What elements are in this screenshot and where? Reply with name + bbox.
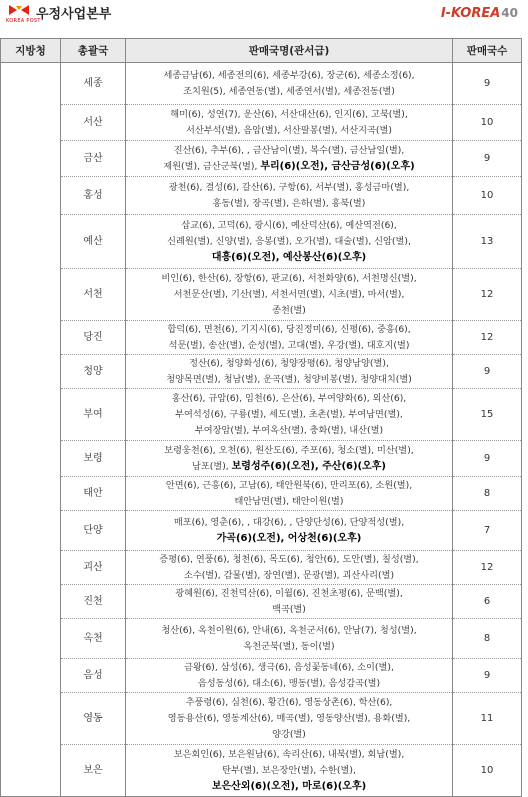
office-list-line	[128, 478, 450, 494]
office-list-line	[128, 459, 450, 475]
brand-main: I-KOREA	[440, 6, 501, 21]
hq-cell: 음성	[61, 659, 126, 693]
office-list-line	[128, 180, 450, 196]
office-list-line	[128, 763, 450, 779]
office-text: 해미(6), 성연(7), 운산(6), 서산대산(6), 인지(6), 고북(별),	[170, 108, 408, 120]
office-count-cell: 12	[453, 321, 522, 355]
office-list-line	[128, 747, 450, 763]
office-text: 진산(6), 추부(6), , 금산남이(별), 복수(별), 금산남일(별),	[173, 144, 405, 156]
office-list-line	[128, 107, 450, 123]
office-list-line	[128, 196, 450, 212]
column-header: 판매국수	[453, 39, 522, 63]
office-text: 부여석성(6), 구룡(별), 세도(별), 초촌(별), 부여남면(별),	[175, 408, 403, 420]
office-list-cell	[126, 215, 453, 269]
office-text: 광천(6), 결성(6), 갈산(6), 구항(6), 서부(별), 홍성금마(별),	[168, 181, 410, 193]
office-text: 안면(6), 근흥(6), 고남(6), 태안원북(6), 만리포(6), 소원(별),	[165, 479, 413, 491]
office-count-cell: 8	[453, 619, 522, 659]
office-count-cell: 13	[453, 215, 522, 269]
office-list-cell	[126, 441, 453, 477]
table-row	[1, 355, 522, 389]
office-list-line	[128, 372, 450, 388]
office-text: 백곡(별)	[272, 603, 306, 615]
office-text: 제원(별), 금산군북(별),	[163, 160, 261, 172]
office-count-cell: 9	[453, 63, 522, 105]
office-list-line	[128, 423, 450, 439]
office-list-line	[128, 271, 450, 287]
office-list-line	[128, 234, 450, 250]
hq-cell: 진천	[61, 585, 126, 619]
office-text: 삽교(6), 고덕(6), 광시(6), 예산덕산(6), 예산역전(6),	[181, 219, 397, 231]
hq-cell: 부여	[61, 389, 126, 441]
office-list-line	[128, 84, 450, 100]
office-list-line	[128, 602, 450, 618]
office-text: 정산(6), 청양화성(6), 청양장평(6), 청양남양(별),	[189, 357, 389, 369]
office-list-line	[128, 143, 450, 159]
office-text: 서천문산(별), 기산(별), 서천서면(별), 시초(별), 마서(별),	[173, 288, 405, 300]
office-list-line	[128, 322, 450, 338]
table-row	[1, 269, 522, 321]
table-row	[1, 551, 522, 585]
office-list-line	[128, 356, 450, 372]
office-list-line	[128, 623, 450, 639]
office-text: 영동용산(6), 영동계산(6), 매곡(별), 영동양산(별), 용화(별),	[167, 712, 411, 724]
office-text: 옥천군북(별), 동이(별)	[243, 640, 335, 652]
office-list-line	[128, 123, 450, 139]
office-list-line	[128, 303, 450, 319]
office-text: 부여장암(별), 부여옥산(별), 충화(별), 내산(별)	[194, 424, 384, 436]
office-count-cell: 15	[453, 389, 522, 441]
page-title: 우정사업본부	[36, 7, 112, 22]
office-text: 보은회인(6), 보은원남(6), 속리산(6), 내북(별), 회남(별),	[173, 748, 405, 760]
hq-cell: 세종	[61, 63, 126, 105]
table-row	[1, 389, 522, 441]
column-header: 판매국명(관서급)	[126, 39, 453, 63]
office-list-line	[128, 159, 450, 175]
office-list-line	[128, 218, 450, 234]
table-row	[1, 745, 522, 797]
office-list-line	[128, 552, 450, 568]
table-row	[1, 585, 522, 619]
office-list-cell	[126, 477, 453, 511]
office-count-cell: 10	[453, 105, 522, 141]
table-row	[1, 177, 522, 215]
office-text-emphasis: 보령성주(6)(오전), 주산(6)(오후)	[231, 460, 386, 472]
office-list-cell	[126, 659, 453, 693]
office-list-cell	[126, 745, 453, 797]
table-row	[1, 141, 522, 177]
office-text-emphasis: 보은산외(6)(오전), 마로(6)(오후)	[211, 780, 367, 792]
hq-cell: 청양	[61, 355, 126, 389]
office-text: 추풍령(6), 심천(6), 황간(6), 영동상촌(6), 학산(6),	[185, 696, 393, 708]
office-list-cell	[126, 105, 453, 141]
office-list-cell	[126, 141, 453, 177]
office-list-line	[128, 494, 450, 510]
table-row	[1, 321, 522, 355]
office-list-cell	[126, 321, 453, 355]
office-count-cell: 7	[453, 511, 522, 551]
table-header-row	[1, 39, 522, 63]
office-text: 조치원(5), 세종연동(별), 세종연서(별), 세종전동(별)	[183, 85, 395, 97]
office-list-line	[128, 443, 450, 459]
office-text: 세종금남(6), 세종전의(6), 세종부강(6), 장군(6), 세종소정(6),	[163, 69, 415, 81]
office-list-line	[128, 727, 450, 743]
region-cell	[1, 63, 61, 797]
office-text: 청양목면(별), 청남(별), 운곡(별), 청양비봉(별), 청양대치(별)	[166, 373, 412, 385]
table-row	[1, 511, 522, 551]
hq-cell: 옥천	[61, 619, 126, 659]
table-row	[1, 619, 522, 659]
office-list-line	[128, 287, 450, 303]
hq-cell: 영동	[61, 693, 126, 745]
office-count-cell: 8	[453, 477, 522, 511]
office-text: 서산부석(별), 음암(별), 서산팔봉(별), 서산지곡(별)	[186, 124, 392, 136]
office-list-cell	[126, 389, 453, 441]
table-row	[1, 105, 522, 141]
office-list-line	[128, 695, 450, 711]
office-text: 홍동(별), 장곡(별), 은하(별), 홍북(별)	[212, 197, 366, 209]
hq-cell: 태안	[61, 477, 126, 511]
brand-number: 40	[501, 6, 518, 20]
logo-subtext: KOREA POST	[6, 18, 41, 24]
office-text: 석문(별), 송산(별), 순성(별), 고대(별), 우강(별), 대호지(별)	[168, 339, 410, 351]
office-text-emphasis: 가곡(6)(오전), 어상천(6)(오후)	[216, 532, 362, 544]
table-row	[1, 477, 522, 511]
office-text: 탄부(별), 보은장안(별), 수한(별),	[222, 764, 356, 776]
office-count-cell: 11	[453, 693, 522, 745]
office-list-line	[128, 676, 450, 692]
office-text: 종천(별)	[272, 304, 306, 316]
office-list-cell	[126, 63, 453, 105]
hq-cell: 당진	[61, 321, 126, 355]
office-text: 증평(6), 연풍(6), 청천(6), 목도(6), 청안(6), 도안(별), 칠성(별),	[159, 553, 419, 565]
hq-cell: 보령	[61, 441, 126, 477]
office-list-line	[128, 639, 450, 655]
sales-office-table	[0, 38, 522, 797]
hq-cell: 금산	[61, 141, 126, 177]
office-list-cell	[126, 177, 453, 215]
office-list-line	[128, 586, 450, 602]
office-text: 금왕(6), 삼성(6), 생극(6), 음성꽃동네(6), 소이(별),	[184, 661, 394, 673]
office-list-line	[128, 68, 450, 84]
office-text: 합덕(6), 면천(6), 기지시(6), 당진정미(6), 신평(6), 중흥(6),	[167, 323, 411, 335]
table-row	[1, 659, 522, 693]
office-text: 음성동성(6), 대소(6), 맹동(별), 음성감곡(별)	[197, 677, 381, 689]
office-text: 매포(6), 영춘(6), , 대강(6), , 단양단성(6), 단양적성(별),	[173, 516, 405, 528]
office-text-emphasis: 부리(6)(오전), 금산금성(6)(오후)	[260, 160, 415, 172]
office-text: 남포(별),	[192, 460, 232, 472]
office-list-line	[128, 531, 450, 547]
office-list-cell	[126, 355, 453, 389]
office-count-cell: 12	[453, 551, 522, 585]
table-row	[1, 215, 522, 269]
hq-cell: 서산	[61, 105, 126, 141]
hq-cell: 보은	[61, 745, 126, 797]
office-text: 양강(별)	[272, 728, 306, 740]
office-count-cell: 9	[453, 659, 522, 693]
table-row	[1, 693, 522, 745]
column-header: 총괄국	[61, 39, 126, 63]
hq-cell: 단양	[61, 511, 126, 551]
office-list-line	[128, 568, 450, 584]
office-count-cell: 10	[453, 745, 522, 797]
office-list-cell	[126, 511, 453, 551]
office-count-cell: 9	[453, 355, 522, 389]
office-list-cell	[126, 585, 453, 619]
korea-post-logo-icon	[8, 4, 30, 16]
office-text: 비인(6), 한산(6), 장항(6), 판교(6), 서천화양(6), 서천명신(별),	[161, 272, 417, 284]
office-count-cell: 6	[453, 585, 522, 619]
office-list-line	[128, 407, 450, 423]
office-list-cell	[126, 551, 453, 585]
office-list-line	[128, 338, 450, 354]
office-count-cell: 12	[453, 269, 522, 321]
office-list-line	[128, 711, 450, 727]
office-count-cell: 10	[453, 177, 522, 215]
office-text: 보령웅천(6), 오천(6), 원산도(6), 주포(6), 청소(별), 미산(별),	[164, 444, 414, 456]
table-row	[1, 63, 522, 105]
brand-logo	[441, 6, 518, 21]
office-text: 홍산(6), 규암(6), 임천(6), 은산(6), 부여양화(6), 외산(6),	[171, 392, 407, 404]
office-list-line	[128, 515, 450, 531]
office-list-line	[128, 660, 450, 676]
office-list-line	[128, 250, 450, 266]
office-list-cell	[126, 619, 453, 659]
office-text: 청산(6), 옥천이원(6), 안내(6), 옥천군서(6), 안남(7), 청성(별),	[161, 624, 417, 636]
office-text: 광혜원(6), 진천덕산(6), 이월(6), 진천초평(6), 문백(별),	[175, 587, 403, 599]
office-count-cell: 9	[453, 141, 522, 177]
office-list-line	[128, 391, 450, 407]
table-row	[1, 441, 522, 477]
office-count-cell: 9	[453, 441, 522, 477]
hq-cell: 서천	[61, 269, 126, 321]
column-header: 지방청	[1, 39, 61, 63]
page-header	[0, 0, 528, 34]
office-text: 태안남면(별), 태안이원(별)	[234, 495, 344, 507]
hq-cell: 예산	[61, 215, 126, 269]
hq-cell: 괴산	[61, 551, 126, 585]
office-text-emphasis: 대흥(6)(오전), 예산봉산(6)(오후)	[211, 251, 367, 263]
office-list-cell	[126, 693, 453, 745]
office-list-cell	[126, 269, 453, 321]
hq-cell: 홍성	[61, 177, 126, 215]
office-text: 소수(별), 감물(별), 장연(별), 문광(별), 괴산사리(별)	[183, 569, 395, 581]
office-text: 신례원(별), 신양(별), 응봉(별), 오가(별), 대술(별), 신암(별),	[167, 235, 411, 247]
